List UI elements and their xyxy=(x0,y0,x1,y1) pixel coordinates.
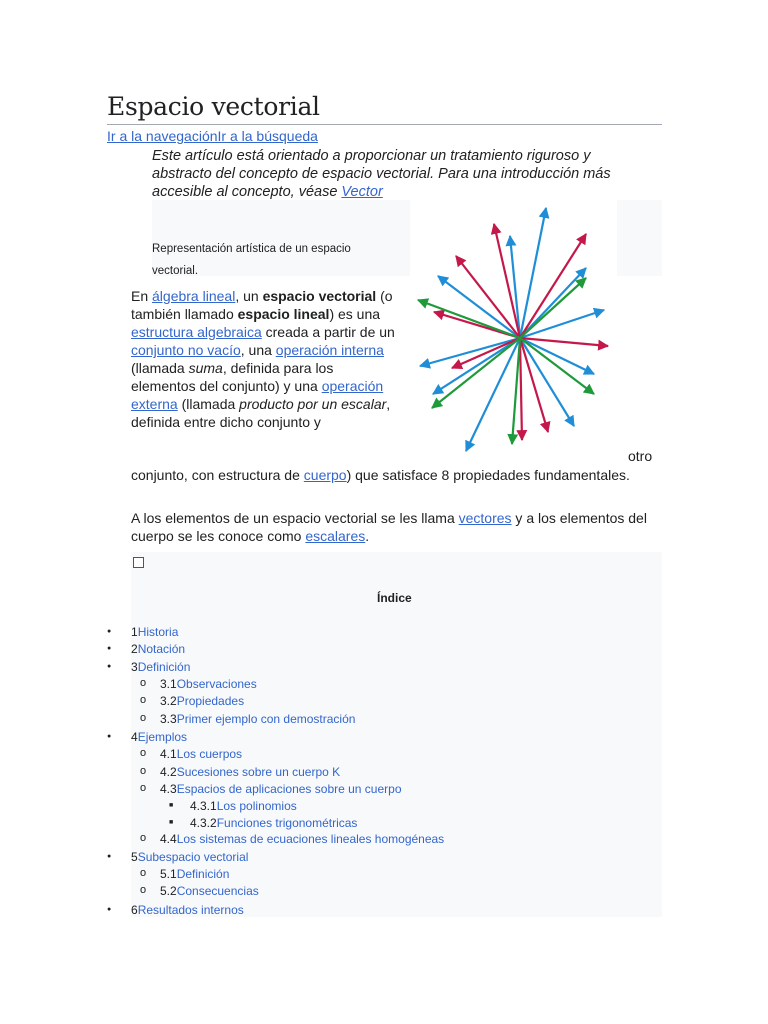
toc-link[interactable]: Espacios de aplicaciones sobre un cuerpo xyxy=(176,782,402,796)
intro-text: , definida para los elementos del conjunto) y una xyxy=(131,360,334,394)
toc-number: 3.1 xyxy=(160,677,177,691)
vector-arrow xyxy=(520,338,522,440)
toc-number: 4.1 xyxy=(160,747,177,761)
para-text: A los elementos de un espacio vectorial se les llama xyxy=(131,510,459,526)
escalares-link[interactable]: escalares xyxy=(305,528,366,544)
toc-number: 4 xyxy=(131,730,138,744)
toc-number: 3.3 xyxy=(160,712,177,726)
vectores-link[interactable]: vectores xyxy=(458,510,512,526)
toc-number: 4.2 xyxy=(160,765,177,779)
term-espacio-lineal: espacio lineal xyxy=(237,306,330,322)
toc-link[interactable]: Notación xyxy=(137,642,186,656)
algebra-lineal-link[interactable]: álgebra lineal xyxy=(152,288,236,304)
toc-number: 3 xyxy=(131,660,138,674)
toc-number: 5.2 xyxy=(160,884,177,898)
hatnote-vector-link[interactable]: Vector xyxy=(341,184,383,200)
toc-link[interactable]: Los polinomios xyxy=(216,799,297,813)
term-espacio-vectorial: espacio vectorial xyxy=(262,288,377,304)
intro-text: conjunto, con estructura de xyxy=(131,467,304,483)
term-producto-escalar: producto por un escalar xyxy=(239,396,387,412)
toc-link[interactable]: Observaciones xyxy=(176,677,257,691)
toc-item[interactable] xyxy=(190,816,357,830)
toc-item[interactable] xyxy=(160,765,340,779)
toc-item[interactable] xyxy=(131,850,248,864)
toc-number: 4.4 xyxy=(160,832,177,846)
intro-text: ) que satisface 8 propiedades fundamentales. xyxy=(346,467,630,483)
toc-link[interactable]: Los cuerpos xyxy=(176,747,243,761)
page-title: Espacio vectorial xyxy=(107,92,662,125)
toc-number: 3.2 xyxy=(160,694,177,708)
intro-text: , una xyxy=(240,342,276,358)
intro-text-otro: otro xyxy=(628,448,653,464)
vector-arrow xyxy=(520,338,594,394)
second-paragraph xyxy=(131,509,651,545)
toc-link[interactable]: Propiedades xyxy=(176,694,245,708)
term-suma: suma xyxy=(188,360,223,376)
figure-box-right xyxy=(617,200,662,276)
intro-text: (llamada xyxy=(131,360,189,376)
toc-number: 6 xyxy=(131,903,138,917)
vector-space-illustration[interactable] xyxy=(408,196,618,466)
toc-item[interactable] xyxy=(160,747,242,761)
toc-item[interactable] xyxy=(190,799,297,813)
intro-paragraph xyxy=(131,287,396,431)
operacion-interna-link[interactable]: operación interna xyxy=(275,342,384,358)
toc-item[interactable] xyxy=(160,782,402,796)
hatnote-text: Este artículo está orientado a proporcionar un tratamiento riguroso y abstracto del concepto de espacio vectorial. Para una introducción más accesible al concepto, véase xyxy=(152,148,611,200)
intro-text: , definida entre dicho conjunto y xyxy=(131,396,391,430)
toc-number: 2 xyxy=(131,642,138,656)
jump-to-search-link[interactable]: Ir a la búsqueda xyxy=(217,128,318,144)
toc-toggle-checkbox[interactable] xyxy=(133,557,144,568)
vector-arrow xyxy=(420,338,520,366)
toc-link[interactable]: Ejemplos xyxy=(137,730,188,744)
vector-arrow xyxy=(520,338,548,432)
toc-link[interactable]: Primer ejemplo con demostración xyxy=(176,712,356,726)
toc-link[interactable]: Consecuencias xyxy=(176,884,259,898)
cuerpo-link[interactable]: cuerpo xyxy=(303,467,347,483)
operacion-externa-link[interactable]: operación externa xyxy=(131,378,384,412)
intro-text: , un xyxy=(235,288,263,304)
toc-link[interactable]: Resultados internos xyxy=(137,903,244,917)
toc-number: 4.3 xyxy=(160,782,177,796)
vector-arrow xyxy=(510,236,520,338)
toc-link[interactable]: Subespacio vectorial xyxy=(137,850,249,864)
vector-arrow xyxy=(452,338,520,368)
para-text: . xyxy=(365,528,370,544)
jump-links xyxy=(107,128,318,144)
toc-link[interactable]: Sucesiones sobre un cuerpo K xyxy=(176,765,341,779)
toc-item[interactable] xyxy=(160,712,355,726)
intro-paragraph-continued xyxy=(131,448,661,484)
intro-text: En xyxy=(131,288,153,304)
intro-text: (llamada xyxy=(177,396,240,412)
toc-item[interactable] xyxy=(131,625,178,639)
para-text: y a los elementos del cuerpo se les conoce como xyxy=(131,510,647,544)
toc-number: 4.3.2 xyxy=(190,816,217,830)
toc-link[interactable]: Los sistemas de ecuaciones lineales homogéneas xyxy=(176,832,445,846)
toc-item[interactable] xyxy=(131,903,244,917)
figure-caption: Representación artística de un espacio vectorial. xyxy=(152,243,351,277)
toc-item[interactable] xyxy=(160,677,257,691)
vector-arrow xyxy=(432,338,520,408)
toc-link[interactable]: Definición xyxy=(137,660,191,674)
toc-link[interactable]: Funciones trigonométricas xyxy=(216,816,358,830)
toc-title: Índice xyxy=(377,591,412,605)
toc-item[interactable] xyxy=(160,832,444,846)
jump-to-navigation-link[interactable]: Ir a la navegación xyxy=(107,128,218,144)
intro-text: (o también llamado xyxy=(131,288,393,322)
toc-item[interactable] xyxy=(131,642,185,656)
toc-link[interactable]: Definición xyxy=(176,867,230,881)
estructura-algebraica-link[interactable]: estructura algebraica xyxy=(131,324,262,340)
toc-link[interactable]: Historia xyxy=(137,625,179,639)
toc-item[interactable] xyxy=(131,730,187,744)
toc-number: 4.3.1 xyxy=(190,799,217,813)
toc-item[interactable] xyxy=(160,867,229,881)
toc-item[interactable] xyxy=(131,660,190,674)
hatnote xyxy=(152,147,642,201)
toc-item[interactable] xyxy=(160,884,259,898)
toc-number: 1 xyxy=(131,625,138,639)
toc-item[interactable] xyxy=(160,694,244,708)
toc-number: 5 xyxy=(131,850,138,864)
intro-text: creada a partir de un xyxy=(261,324,395,340)
conjunto-no-vacio-link[interactable]: conjunto no vacío xyxy=(131,342,241,358)
toc-number: 5.1 xyxy=(160,867,177,881)
intro-text: ) es una xyxy=(329,306,381,322)
